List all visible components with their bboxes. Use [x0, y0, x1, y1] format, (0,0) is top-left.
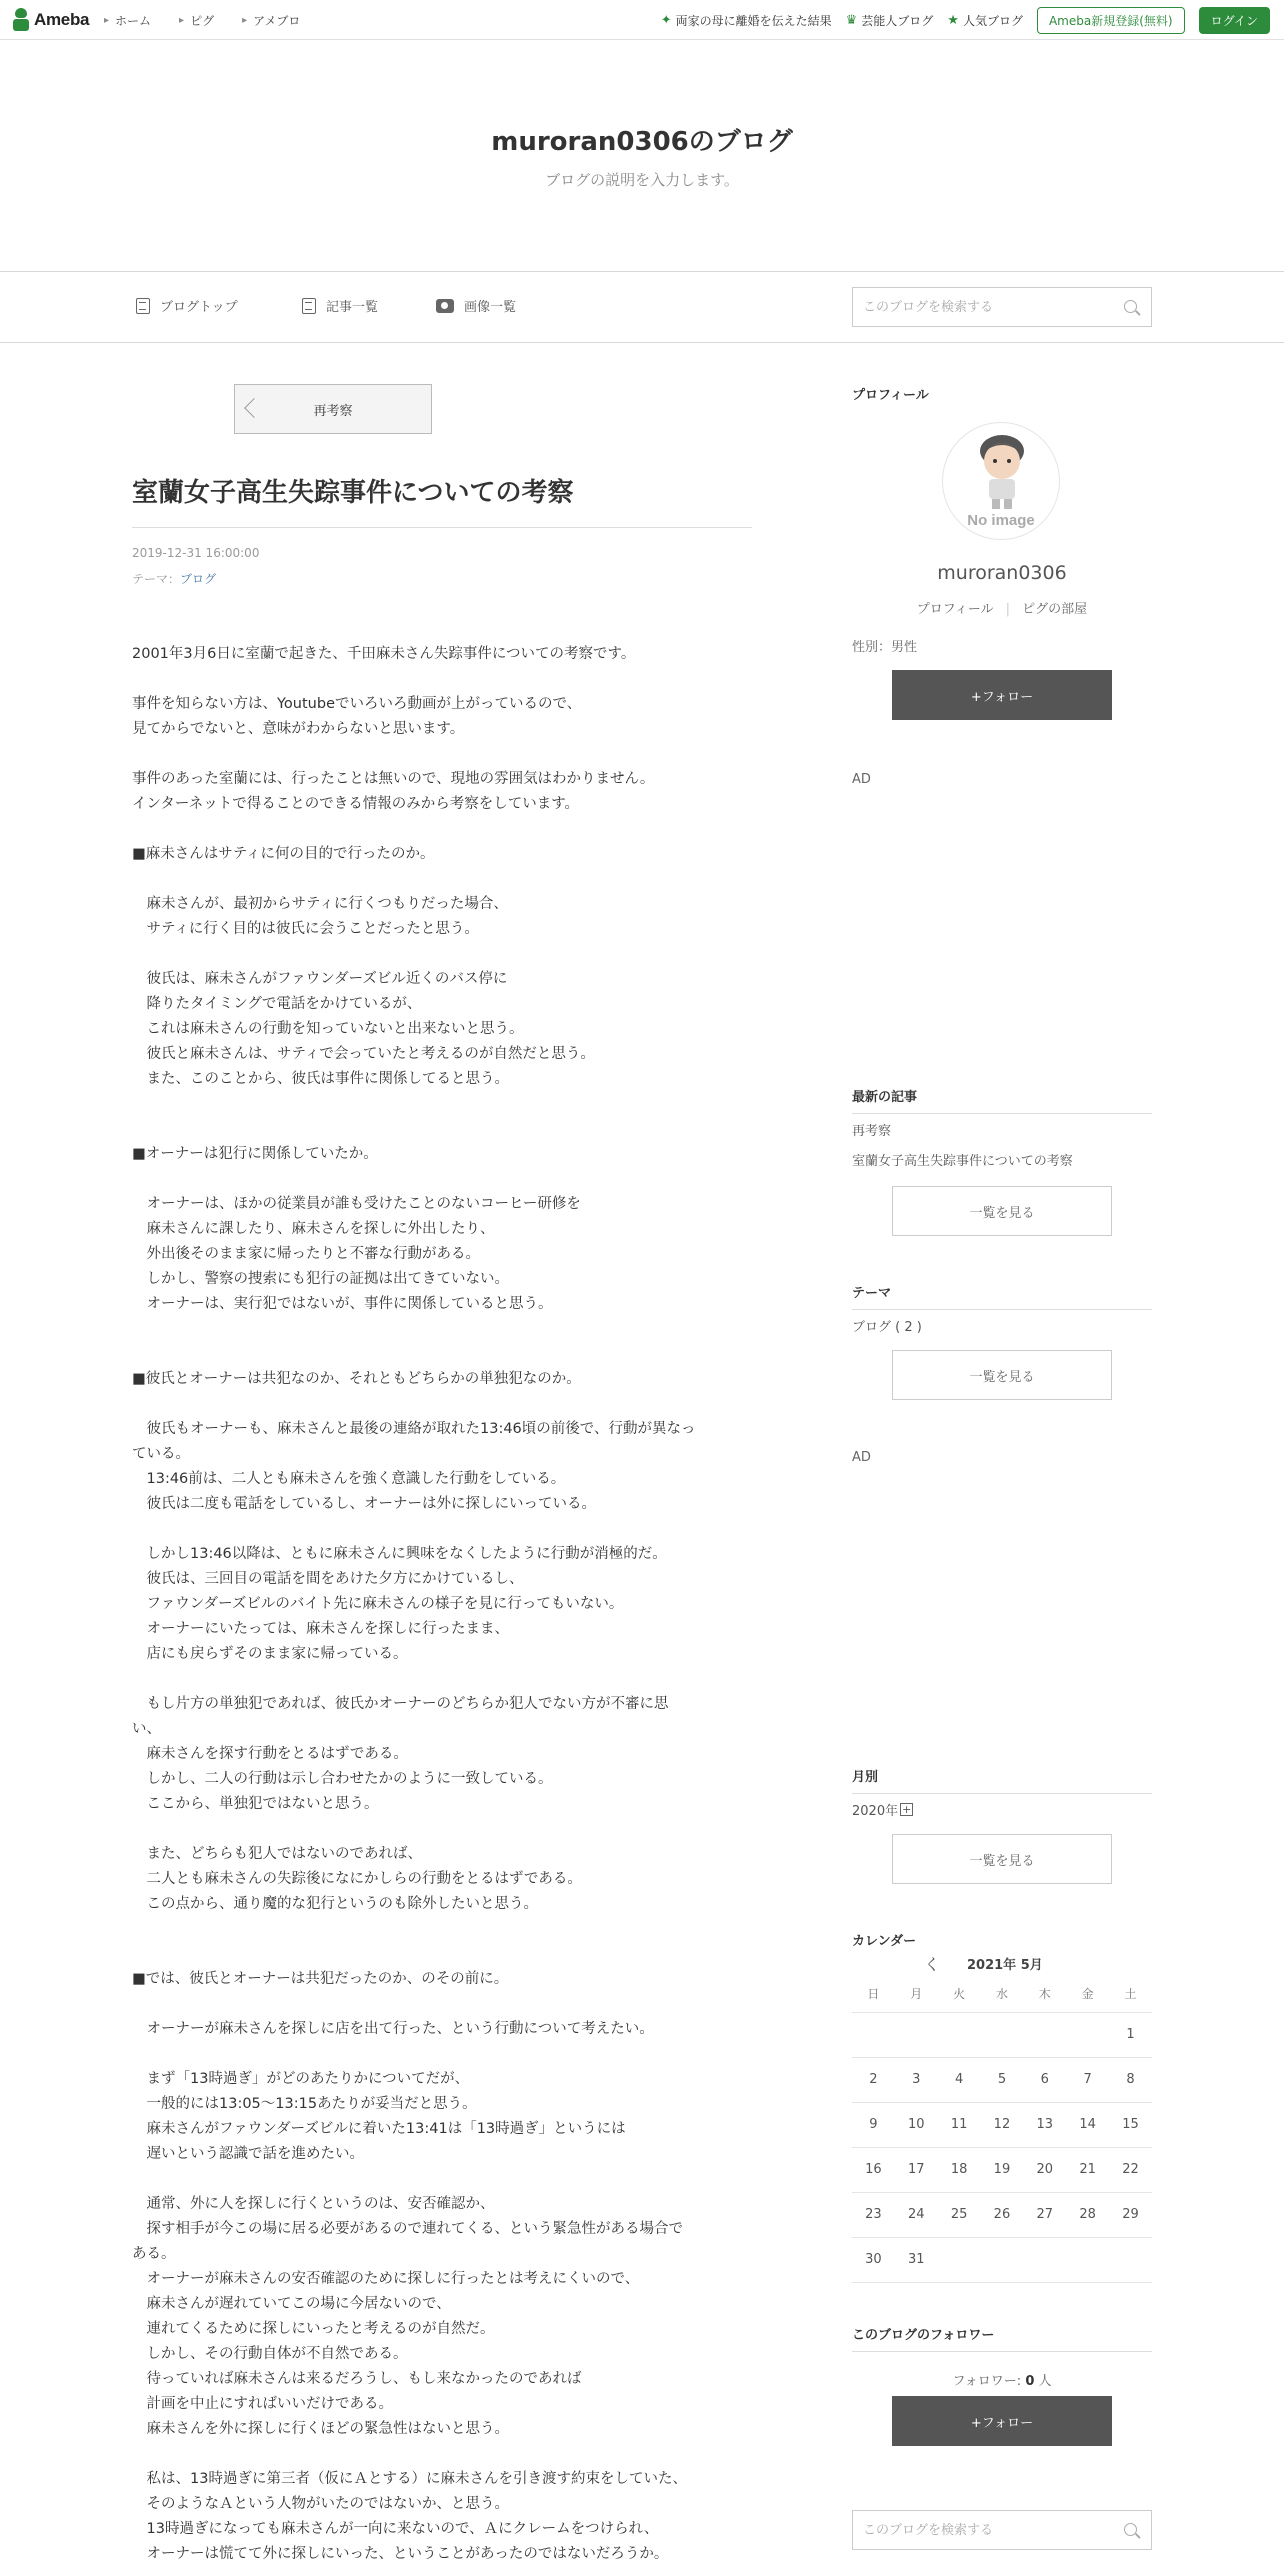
calendar-day-cell: 27	[1023, 2192, 1066, 2237]
ameba-logo-icon	[12, 8, 30, 32]
profile-link-divider: |	[1005, 602, 1011, 617]
followers-heading: このブログのフォロワー	[852, 2324, 1152, 2352]
ad-slot-1: AD	[852, 772, 871, 787]
article-line: ■麻未さんはサティに何の目的で行ったのか。	[132, 846, 435, 862]
calendar-week-row	[852, 2102, 1152, 2147]
profile-heading: プロフィール	[852, 388, 929, 403]
article-line	[132, 1392, 752, 1417]
calendar-day-cell	[1066, 2012, 1109, 2057]
article-line	[132, 742, 752, 767]
calendar-table	[852, 1976, 1152, 2283]
article-line: 私は、13時過ぎに第三者（仮にＡとする）に麻未さんを引き渡す約束をしていた、	[132, 2471, 687, 2487]
article-line: 店にも戻らずそのまま家に帰っている。	[132, 1646, 408, 1662]
calendar-day-cell	[852, 2012, 895, 2057]
calendar-day-cell: 10	[895, 2102, 938, 2147]
global-header-right	[661, 7, 1270, 34]
article-line: 2001年3月6日に室蘭で起きた、千田麻未さん失踪事件についての考察です。	[132, 646, 636, 662]
profile-link[interactable]: プロフィール	[916, 602, 994, 617]
calendar-day-cell: 19	[981, 2147, 1024, 2192]
calendar-week-row	[852, 2057, 1152, 2102]
article-line: 事件を知らない方は、Youtubeでいろいろ動画が上がっているので、	[132, 696, 582, 712]
document-icon	[136, 298, 150, 314]
star-icon: ★	[947, 13, 959, 28]
article-title[interactable]: 室蘭女子高生失踪事件についての考察	[132, 472, 752, 528]
trending-link-label: 両家の母に離婚を伝えた結果	[675, 14, 832, 28]
article-line: オーナーは慌てて外に探しにいった、ということがあったのではないだろうか。	[132, 2546, 669, 2562]
article-line: ファウンダーズビルのバイト先に麻未さんの様子を見に行ってもいない。	[132, 1596, 624, 1612]
follower-count-value: 0	[1025, 2374, 1035, 2389]
search-icon[interactable]	[1124, 2523, 1137, 2536]
calendar-day-cell: 12	[981, 2102, 1024, 2147]
article-line	[132, 667, 752, 692]
theme-item[interactable]: ブログ ( 2 )	[852, 1320, 922, 1335]
article-line: 通常、外に人を探しに行くというのは、安否確認か、	[132, 2196, 495, 2212]
calendar-week-row	[852, 2012, 1152, 2057]
calendar-month: 2021年 5月	[967, 1958, 1043, 1973]
trending-link[interactable]	[661, 12, 832, 29]
article-line: い、	[132, 1721, 161, 1737]
weekday-cell: 土	[1109, 1976, 1152, 2012]
prev-article-label: 再考察	[313, 403, 353, 419]
article-line: サティに行く目的は彼氏に会うことだったと思う。	[132, 921, 479, 937]
article-line: 探す相手が今この場に居る必要があるので連れてくる、という緊急性がある場合で	[132, 2221, 683, 2237]
article-line: これは麻未さんの行動を知っていないと出来ないと思う。	[132, 1021, 524, 1037]
profile-links	[852, 598, 1152, 617]
recent-posts-heading: 最新の記事	[852, 1086, 1152, 1114]
weekday-cell: 月	[895, 1976, 938, 2012]
calendar-day-cell: 18	[938, 2147, 981, 2192]
article-line: 外出後そのまま家に帰ったりと不審な行動がある。	[132, 1246, 480, 1262]
register-button[interactable]: Ameba新規登録(無料)	[1037, 7, 1185, 34]
article-line: ている。	[132, 1446, 190, 1462]
global-nav	[104, 12, 300, 29]
nav-article-list-label: 記事一覧	[326, 300, 379, 315]
article-line	[132, 2442, 752, 2467]
article-line: 13:46前は、二人とも麻未さんを強く意識した行動をしている。	[132, 1471, 566, 1487]
article-line: 彼氏と麻未さんは、サティで会っていたと考えるのが自然だと思う。	[132, 1046, 595, 1062]
celebrity-blog-link[interactable]	[846, 12, 934, 29]
global-nav-pig[interactable]: ▸ ピグ	[179, 12, 214, 29]
article-line	[132, 1992, 752, 2017]
sidebar-search-box	[852, 2510, 1152, 2550]
profile-widget	[852, 384, 1152, 724]
themes-heading: テーマ	[852, 1282, 1152, 1310]
follow-button[interactable]: +フォロー	[892, 670, 1112, 720]
article-line: 事件のあった室蘭には、行ったことは無いので、現地の雰囲気はわかりません。	[132, 771, 655, 787]
calendar-day-cell: 29	[1109, 2192, 1152, 2237]
calendar-day-cell: 15	[1109, 2102, 1152, 2147]
blog-search-input[interactable]	[853, 288, 1093, 326]
global-nav-home[interactable]: ▸ ホーム	[104, 12, 151, 29]
article-line	[132, 1317, 752, 1342]
article-line: ある。	[132, 2246, 176, 2262]
global-header	[0, 0, 1284, 40]
article-line: オーナーは、ほかの従業員が誰も受けたことのないコーヒー研修を	[132, 1196, 581, 1212]
expand-plus-icon[interactable]: +	[901, 1803, 912, 1816]
month-item[interactable]	[852, 1800, 913, 1819]
article-body	[132, 642, 752, 2567]
profile-gender: 性別：男性	[852, 640, 918, 655]
blog-description: ブログの説明を入力します。	[545, 171, 739, 189]
calendar-day-cell	[895, 2012, 938, 2057]
article-line: しかし、二人の行動は示し合わせたかのように一致している。	[132, 1771, 553, 1787]
ad-slot-2: AD	[852, 1450, 871, 1465]
article-line	[132, 1667, 752, 1692]
calendar-prev-button[interactable]: く	[924, 1955, 941, 1974]
article-line: インターネットで得ることのできる情報のみから考察をしています。	[132, 796, 580, 812]
article-line	[132, 1942, 752, 1967]
calendar-day-cell: 17	[895, 2147, 938, 2192]
article-line: 麻未さんを探す行動をとるはずである。	[132, 1746, 408, 1762]
article-line: 二人とも麻未さんの失踪後になにかしらの行動をとるはずである。	[132, 1871, 582, 1887]
weekday-cell: 水	[981, 1976, 1024, 2012]
article-line: 連れてくるために探しにいったと考えるのが自然だ。	[132, 2321, 495, 2337]
themes-more-button[interactable]: 一覧を見る	[892, 1350, 1112, 1400]
article-line	[132, 817, 752, 842]
article-theme-link[interactable]: ブログ	[180, 572, 217, 586]
themes-widget	[852, 1282, 1152, 1402]
article-line: 麻未さんが遅れていてこの場に今居ないので、	[132, 2296, 451, 2312]
recent-post-item[interactable]: 室蘭女子高生失踪事件についての考察	[852, 1154, 1073, 1169]
blog-search-box	[852, 287, 1152, 327]
calendar-day-cell: 9	[852, 2102, 895, 2147]
calendar-day-cell: 8	[1109, 2057, 1152, 2102]
login-button[interactable]: ログイン	[1199, 7, 1270, 34]
calendar-week-row	[852, 2192, 1152, 2237]
sidebar-search-input[interactable]	[853, 2511, 1093, 2549]
calendar-day-cell	[938, 2237, 981, 2282]
calendar-day-cell	[1109, 2237, 1152, 2282]
article-line	[132, 2167, 752, 2192]
profile-name[interactable]: muroran0306	[937, 562, 1067, 584]
article-line: まず「13時過ぎ」がどのあたりかについてだが、	[132, 2071, 470, 2087]
ameba-logo-text: Ameba	[34, 10, 90, 29]
monthly-widget	[852, 1766, 1152, 1886]
article-line	[132, 1917, 752, 1942]
calendar-day-cell: 3	[895, 2057, 938, 2102]
calendar-week-row	[852, 2237, 1152, 2282]
article-line: オーナーにいたっては、麻未さんを探しに行ったまま、	[132, 1621, 509, 1637]
calendar-day-cell: 7	[1066, 2057, 1109, 2102]
nav-image-list[interactable]	[436, 296, 516, 315]
calendar-weekday-row	[852, 1976, 1152, 2012]
crown-icon: ♛	[845, 13, 858, 28]
nav-image-list-label: 画像一覧	[464, 300, 517, 315]
calendar-days	[852, 2012, 1152, 2282]
calendar-day-cell	[1023, 2237, 1066, 2282]
blog-nav	[0, 271, 1284, 343]
global-nav-ameblo[interactable]: ▸ アメブロ	[242, 12, 300, 29]
article-line	[132, 867, 752, 892]
calendar-day-cell	[1023, 2012, 1066, 2057]
article-line: 彼氏は、麻未さんがファウンダーズビル近くのバス停に	[132, 971, 508, 987]
article-line: 麻未さんが、最初からサティに行くつもりだった場合、	[132, 896, 508, 912]
article-line: オーナーが麻未さんを探しに店を出て行った、という行動について考えたい。	[132, 2021, 654, 2037]
camera-icon	[436, 299, 454, 313]
calendar-day-cell: 22	[1109, 2147, 1152, 2192]
calendar-day-cell: 31	[895, 2237, 938, 2282]
blog-title[interactable]: muroran0306のブログ	[491, 127, 793, 157]
article-line: この点から、通り魔的な犯行というのも除外したいと思う。	[132, 1896, 538, 1912]
calendar-day-cell	[1066, 2237, 1109, 2282]
article-theme-prefix: テーマ：	[132, 572, 181, 586]
copy-icon	[302, 298, 316, 314]
nav-blog-top[interactable]	[136, 296, 238, 315]
article-line: 待っていれば麻未さんは来るだろうし、もし来なかったのであれば	[132, 2371, 582, 2387]
article-line: しかし、その行動自体が不自然である。	[132, 2346, 408, 2362]
monthly-heading: 月別	[852, 1766, 1152, 1794]
article-line: 一般的には13:05～13:15あたりが妥当だと思う。	[132, 2096, 477, 2112]
calendar-day-cell	[981, 2237, 1024, 2282]
follower-count-label: フォロワー:	[952, 2374, 1022, 2389]
article-line: また、このことから、彼氏は事件に関係してると思う。	[132, 1071, 509, 1087]
article-line: 13時過ぎになっても麻未さんが一向に来ないので、Ａにクレームをつけられ、	[132, 2521, 659, 2537]
calendar-widget	[852, 1930, 1152, 2280]
article-theme	[132, 570, 216, 587]
follower-count	[852, 2370, 1152, 2389]
search-icon[interactable]	[1124, 300, 1137, 313]
recent-posts-widget	[852, 1086, 1152, 1246]
calendar-day-cell: 20	[1023, 2147, 1066, 2192]
article-line	[132, 942, 752, 967]
article-line: そのようなＡという人物がいたのではないか、と思う。	[132, 2496, 509, 2512]
article-line	[132, 1817, 752, 1842]
article-line: ■彼氏とオーナーは共犯なのか、それともどちらかの単独犯なのか。	[132, 1371, 581, 1387]
recent-posts-more-button[interactable]: 一覧を見る	[892, 1186, 1112, 1236]
calendar-day-cell: 23	[852, 2192, 895, 2237]
pig-room-link[interactable]: ピグの部屋	[1022, 602, 1088, 617]
article-line: 彼氏は、三回目の電話を間をあけた夕方にかけているし、	[132, 1571, 524, 1587]
ameba-logo[interactable]	[12, 8, 89, 32]
nav-blog-top-label: ブログトップ	[160, 300, 238, 315]
follow-button-bottom[interactable]: +フォロー	[892, 2396, 1112, 2446]
monthly-more-button[interactable]: 一覧を見る	[892, 1834, 1112, 1884]
article-line: ■オーナーは犯行に関係していたか。	[132, 1146, 378, 1162]
weekday-cell: 日	[852, 1976, 895, 2012]
calendar-header	[852, 1952, 1152, 1972]
article-date: 2019-12-31 16:00:00	[132, 546, 260, 560]
calendar-day-cell: 16	[852, 2147, 895, 2192]
recent-post-item[interactable]: 再考察	[852, 1124, 892, 1139]
article-line	[132, 2042, 752, 2067]
calendar-day-cell: 28	[1066, 2192, 1109, 2237]
calendar-day-cell: 11	[938, 2102, 981, 2147]
popular-blog-label: 人気ブログ	[962, 14, 1023, 28]
article-line	[132, 1092, 752, 1117]
article-line: 見てからでないと、意味がわからないと思います。	[132, 721, 465, 737]
article-line: 彼氏もオーナーも、麻未さんと最後の連絡が取れた13:46頃の前後で、行動が異なっ	[132, 1421, 696, 1437]
calendar-day-cell: 1	[1109, 2012, 1152, 2057]
article-line	[132, 1342, 752, 1367]
calendar-day-cell	[938, 2012, 981, 2057]
article-line: しかし、警察の捜索にも犯行の証拠は出てきていない。	[132, 1271, 509, 1287]
chevron-left-icon	[244, 398, 264, 418]
follower-count-unit: 人	[1038, 2374, 1052, 2389]
article-line: 麻未さんに課したり、麻未さんを探しに外出したり、	[132, 1221, 495, 1237]
calendar-day-cell: 25	[938, 2192, 981, 2237]
article-line	[132, 1517, 752, 1542]
article-line	[132, 1117, 752, 1142]
article-line: もし片方の単独犯であれば、彼氏かオーナーのどちらか犯人でない方が不審に思	[132, 1696, 669, 1712]
article-line: 計画を中止にすればいいだけである。	[132, 2396, 393, 2412]
nav-article-list[interactable]	[302, 296, 378, 315]
calendar-day-cell	[981, 2012, 1024, 2057]
article-line: 降りたタイミングで電話をかけているが、	[132, 996, 422, 1012]
calendar-week-row	[852, 2147, 1152, 2192]
calendar-day-cell: 2	[852, 2057, 895, 2102]
weekday-cell: 木	[1023, 1976, 1066, 2012]
article-line	[132, 1167, 752, 1192]
article-line: 遅いという認識で話を進めたい。	[132, 2146, 364, 2162]
followers-widget	[852, 2324, 1152, 2454]
article-line: オーナーが麻未さんの安否確認のために探しに行ったとは考えにくいので、	[132, 2271, 640, 2287]
celebrity-blog-label: 芸能人ブログ	[861, 14, 934, 28]
sparkle-icon: ✦	[660, 13, 672, 28]
article-line: 麻未さんがファウンダーズビルに着いた13:41は「13時過ぎ」というには	[132, 2121, 626, 2137]
popular-blog-link[interactable]	[947, 12, 1023, 29]
article-line: オーナーは、実行犯ではないが、事件に関係していると思う。	[132, 1296, 553, 1312]
article-line: ここから、単独犯ではないと思う。	[132, 1796, 379, 1812]
article-line: また、どちらも犯人ではないのであれば、	[132, 1846, 422, 1862]
calendar-day-cell: 13	[1023, 2102, 1066, 2147]
prev-article-button[interactable]	[234, 384, 432, 434]
calendar-day-cell: 14	[1066, 2102, 1109, 2147]
blog-header	[0, 41, 1284, 271]
calendar-day-cell: 21	[1066, 2147, 1109, 2192]
weekday-cell: 金	[1066, 1976, 1109, 2012]
article-line: ■では、彼氏とオーナーは共犯だったのか、のその前に。	[132, 1971, 509, 1987]
calendar-day-cell: 26	[981, 2192, 1024, 2237]
calendar-day-cell: 30	[852, 2237, 895, 2282]
calendar-day-cell: 6	[1023, 2057, 1066, 2102]
avatar[interactable]	[942, 422, 1060, 540]
weekday-cell: 火	[938, 1976, 981, 2012]
calendar-day-cell: 5	[981, 2057, 1024, 2102]
calendar-day-cell: 24	[895, 2192, 938, 2237]
calendar-heading: カレンダー	[852, 1934, 917, 1949]
article-line: 麻未さんを外に探しに行くほどの緊急性はないと思う。	[132, 2421, 509, 2437]
month-item-label: 2020年	[852, 1804, 899, 1819]
calendar-day-cell: 4	[938, 2057, 981, 2102]
no-image-label: No image	[967, 512, 1035, 529]
article-line: しかし13:46以降は、ともに麻未さんに興味をなくしたように行動が消極的だ。	[132, 1546, 667, 1562]
article-line: 彼氏は二度も電話をしているし、オーナーは外に探しにいっている。	[132, 1496, 596, 1512]
